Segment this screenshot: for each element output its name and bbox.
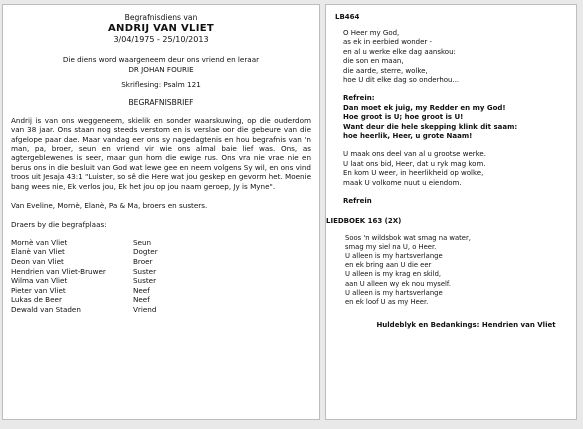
hymn-line: Soos 'n wildsbok wat smag na water, [345, 233, 471, 242]
bearer-relation: Dogter [133, 247, 158, 257]
refrain-repeat: Refrein [343, 197, 372, 206]
bearer-row [11, 276, 158, 286]
hymn-line: en ek loof U as my Heer. [345, 297, 429, 306]
bearer-name: Deon van Vliet [11, 257, 64, 267]
hymn-text [345, 234, 576, 308]
verse-line: hoe U dit elke dag so onderhou... [343, 76, 460, 85]
deceased-name: ANDRIJ VAN VLIET [108, 23, 214, 34]
bearers-heading: Draers by die begrafplaas: [11, 220, 107, 230]
hymn-line: smag my siel na U, o Heer. [345, 242, 437, 251]
bearer-row [11, 295, 158, 305]
bearer-row [11, 257, 158, 267]
verse-line: U maak ons deel van al u grootse werke. [343, 150, 486, 159]
verse-two [343, 150, 576, 188]
refrain-line: Hoe groot is U; hoe groot is U! [343, 113, 464, 122]
verse-line: en al u werke elke dag aanskou: [343, 47, 456, 56]
hymn-line: U alleen is my hartsverlange [345, 288, 443, 297]
bearer-relation: Neef [133, 295, 150, 305]
verse-line: O Heer my God, [343, 29, 400, 37]
verse-line: U laat ons bid, Heer, dat u ryk mag kom. [343, 159, 486, 168]
verse-line: En kom U weer, in heerlikheid op wolke, [343, 169, 484, 178]
bearer-relation: Neef [133, 285, 150, 295]
bearer-row [11, 286, 158, 296]
bearer-name: Mornè van Vliet [11, 237, 68, 247]
bearer-relation: Seun [133, 237, 152, 247]
bearers-table [11, 238, 158, 315]
right-page [325, 4, 577, 420]
bearer-name: Hendrien van Vliet-Bruwer [11, 266, 106, 276]
verse-line: as ek in eerbied wonder - [343, 38, 433, 47]
hymn-line: U alleen is my krag en skild, [345, 270, 442, 279]
refrain-text [343, 104, 576, 142]
bearer-name: Wilma van Vliet [11, 276, 68, 286]
bearer-relation: Vriend [133, 305, 157, 314]
hymn-reference: LIEDBOEK 163 (2X) [326, 216, 402, 225]
letter-title: BEGRAFNISBRIEF [128, 97, 194, 107]
bearer-row [11, 247, 158, 257]
letter-body: Andrij is van ons weggeneem, skielik en sonder waarskuwing, op die ouderdom van 38 jaar. Ons staan nog steeds verstom en is verslae oor die gebeure van die afgelope paar dae. Maar vandag eer ons sy nagedagtenis en hou begrafnis van 'n man, pa, broer, seun en vriend vir wie ons almal baie lief was. Ons, as agtergeblewenes is seer, maar gun hom die ewige rus. Ons vra nie vrae nie en berus ons in die besluit van God wat lewe gee en neem volgens Sy wil, en ons vind troos uit Jesaja 43:1 "Luister, so sê die Here wat jou geskep en gevorm het. Moenie bang wees nie, Ek verlos jou, Ek het jou op jou naam geroep, Jy is Myne". [11, 115, 311, 191]
verse-line: die son en maan, [343, 57, 404, 66]
letter-signoff: Van Eveline, Mornè, Elanè, Pa & Ma, broers en susters. [11, 201, 208, 211]
refrain-line: hoe heerlik, Heer, u grote Naam! [343, 132, 473, 141]
refrain-line: Dan moet ek juig, my Redder en my God! [343, 103, 506, 112]
hymn-line: aan U alleen wy ek nou myself. [345, 279, 451, 288]
bearer-relation: Suster [133, 276, 157, 286]
bearer-name: Lukas de Beer [11, 295, 62, 305]
life-dates: 3/04/1975 - 25/10/2013 [113, 35, 209, 44]
minister-name: DR JOHAN FOURIE [128, 64, 194, 74]
hymn-line: en ek bring aan U die eer [345, 261, 432, 270]
hymn-line: U alleen is my hartsverlange [345, 251, 443, 260]
song-reference: LB464 [335, 13, 360, 21]
scripture-reading: Skriflesing: Psalm 121 [121, 80, 201, 90]
verse-line: maak U volkome nuut u eiendom. [343, 178, 462, 187]
refrain-line: Want deur die hele skepping klink dit saam: [343, 122, 518, 131]
bearer-name: Elanè van Vliet [11, 247, 65, 257]
bearer-row [11, 267, 158, 277]
refrain-label: Refrein: [343, 94, 375, 103]
bearer-name: Pieter van Vliet [11, 285, 66, 295]
service-line: Die diens word waargeneem deur ons vriend en leraar [62, 55, 260, 64]
bearer-row [11, 305, 158, 315]
bearer-row [11, 238, 158, 248]
tribute-footer: Huldeblyk en Bedankings: Hendrien van Vliet [376, 321, 556, 330]
bearer-relation: Broer [133, 257, 153, 267]
bearer-name: Dewald van Staden [11, 305, 81, 314]
service-header: Begrafnisdiens van [124, 13, 198, 22]
left-page [2, 4, 320, 420]
verse-one [343, 29, 576, 85]
bearer-relation: Suster [133, 266, 157, 276]
verse-line: die aarde, sterre, wolke, [343, 66, 428, 75]
